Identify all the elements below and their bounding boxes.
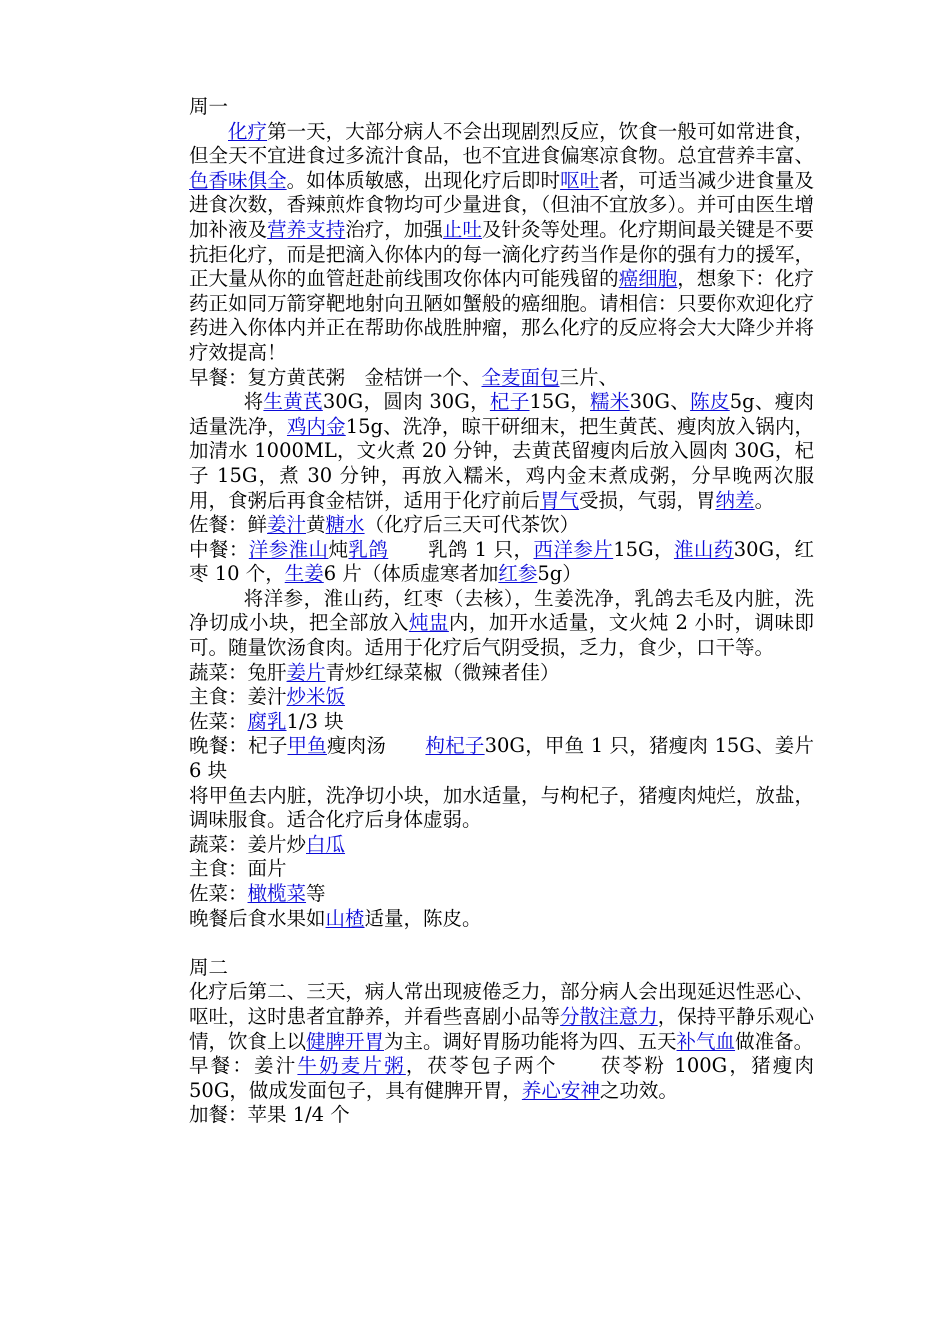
text-run: 早餐：复方黄芪粥 金桔饼一个、 [189, 365, 482, 389]
paragraph-p18 [189, 956, 814, 981]
paragraph-p11 [189, 734, 814, 783]
text-run: 化疗后第二、三天，病人常出现疲倦乏力，部分病人会出现延迟性恶心、呕吐，这时患者宜静养，并看些喜剧小品等 [189, 980, 814, 1028]
paragraph-p19 [189, 980, 814, 1054]
paragraph-p01 [189, 95, 814, 120]
text-run: 第一天，大部分病人不会出现剧烈反应，饮食一般可如常进食，但全天不宜进食过多流汁食品，也不宜进食偏寒凉食物。总宜营养丰富、 [189, 119, 814, 168]
text-run: ，想象下：化疗药正如同万箭穿靶地射向丑陋如蟹般的癌细胞。请相信：只要你欢迎化疗药进入你体内并正在帮助你战胜肿瘤，那么化疗的反应将会大大降少并将疗效提高！ [189, 267, 814, 364]
keyword-link[interactable]: 呕吐 [560, 168, 600, 192]
text-run: 早餐：姜汁 [189, 1054, 298, 1078]
text-run: 三片、 [559, 365, 619, 389]
keyword-link[interactable]: 枸杞子 [425, 734, 485, 758]
text-run: 及针灸等处理。化疗期间最关键是不要抗拒化疗，而是把滴入你体内的每一滴化疗药当作是你的强有力的援军，正大量从你的血管赶赴前线围攻你体内可能残留的 [189, 217, 814, 291]
paragraph-p02 [189, 120, 814, 366]
paragraph-p21 [189, 1103, 814, 1128]
text-run: 适量，陈皮。 [364, 906, 482, 930]
text-run: 将 [243, 390, 264, 414]
text-run: 佐菜： [189, 882, 248, 905]
keyword-link[interactable]: 鸡内金 [286, 414, 346, 438]
text-run: 受损，气弱，胃 [579, 488, 716, 512]
text-run: 15g、洗净，晾干研细末，把生黄芪、瘦肉放入锅内，加清水 1000ML，文火煮 20 分钟，去黄芪留瘦肉后放入圆肉 30G，杞子 15G，煮 30 分钟，再放入糯米，鸡内金末煮成粥，分早晚两次服用，食粥后再食金桔饼，适用于化疗前后 [189, 414, 814, 512]
document-body [189, 95, 814, 1128]
keyword-link[interactable]: 分散注意力 [560, 1004, 658, 1028]
paragraph-p07 [189, 587, 814, 661]
keyword-link[interactable]: 生黄芪 [263, 390, 323, 414]
keyword-link[interactable]: 糯米 [590, 390, 630, 414]
keyword-link[interactable]: 止吐 [442, 217, 482, 241]
keyword-link[interactable]: 洋参淮山 [248, 537, 329, 561]
paragraph-p14 [189, 857, 814, 882]
text-run: 6 片（体质虚寒者加 [323, 562, 499, 586]
text-run: 5g） [537, 562, 582, 586]
text-run: 做准备。 [735, 1029, 814, 1053]
text-run: 之功效。 [599, 1078, 678, 1102]
text-run: 30G，红枣 10 个， [189, 537, 814, 586]
text-run: 5g、瘦肉适量洗净， [189, 390, 815, 438]
paragraph-p20 [189, 1054, 814, 1103]
paragraph-p05 [189, 513, 814, 538]
text-run: 将甲鱼去内脏，洗净切小块，加水适量，与枸杞子，猪瘦肉炖烂，放盐，调味服食。适合化疗后身体虚弱。 [189, 783, 814, 832]
text-run: 加餐：苹果 1/4 个 [189, 1103, 350, 1127]
text-run: 主食：面片 [189, 857, 287, 881]
text-run: 黄 [306, 513, 326, 537]
text-run: 瘦肉汤 [326, 734, 426, 758]
keyword-link[interactable]: 杞子 [489, 390, 530, 414]
text-run: 炖 [328, 537, 349, 561]
blank-line [189, 931, 814, 956]
text-run: 15G， [529, 390, 590, 414]
keyword-link[interactable]: 山楂 [325, 906, 365, 930]
keyword-link[interactable]: 白瓜 [306, 832, 346, 856]
keyword-link[interactable]: 姜汁 [267, 513, 307, 537]
keyword-link[interactable]: 补气血 [676, 1029, 736, 1053]
paragraph-p13 [189, 833, 814, 858]
text-run: 。如体质敏感，出现化疗后即时 [286, 168, 561, 192]
keyword-link[interactable]: 糖水 [325, 513, 365, 537]
paragraph-p12 [189, 784, 814, 833]
paragraph-p09 [189, 685, 814, 710]
paragraph-p16 [189, 907, 814, 932]
keyword-link[interactable]: 全麦面包 [481, 365, 560, 389]
text-run: 蔬菜：兔肝 [189, 660, 287, 684]
text-run: 者，可适当减少进食量及进食次数，香辣煎炸食物均可少量进食，（但油不宜放多）。并可由医生增加补液及 [189, 168, 814, 241]
keyword-link[interactable]: 炒米饭 [286, 685, 346, 709]
text-run: 佐菜： [189, 709, 248, 733]
text-run: 将洋参，淮山药，红枣（去核），生姜洗净，乳鸽去毛及内脏，洗净切成小块，把全部放入 [189, 586, 814, 635]
text-run: 佐餐：鲜 [189, 513, 268, 537]
text-run: ，茯苓包子两个 茯苓粉 100G，猪瘦肉 50G，做成发面包子，具有健脾开胃， [189, 1054, 814, 1102]
keyword-link[interactable]: 营养支持 [267, 217, 346, 241]
keyword-link[interactable]: 癌细胞 [618, 267, 678, 291]
paragraph-p08 [189, 661, 814, 686]
keyword-link[interactable]: 姜片 [286, 660, 326, 684]
text-run: 30G、 [629, 390, 691, 414]
keyword-link[interactable]: 乳鸽 [348, 537, 389, 561]
text-run: 为主。调好胃肠功能将为四、五天 [384, 1029, 677, 1053]
keyword-link[interactable]: 西洋参片 [533, 537, 614, 561]
text-run: 乳鸽 1 只， [388, 537, 534, 561]
keyword-link[interactable]: 胃气 [540, 488, 580, 512]
text-run: 。 [754, 488, 775, 512]
text-run: 15G， [613, 537, 674, 561]
text-run: 内，加开水适量，文火炖 2 小时，调味即可。随量饮汤食肉。适用于化疗后气阴受损，乏力，食少，口干等。 [189, 611, 814, 660]
text-run: 中餐： [189, 537, 249, 561]
text-run: 治疗，加强 [345, 217, 443, 241]
text-run: 青炒红绿菜椒（微辣者佳） [325, 660, 560, 684]
keyword-link[interactable]: 化疗 [228, 119, 268, 143]
text-run: 主食：姜汁 [189, 685, 287, 709]
paragraph-p03 [189, 366, 814, 391]
text-run: 等 [306, 882, 326, 905]
text-run: 30G，圆肉 30G， [322, 390, 490, 414]
keyword-link[interactable]: 健脾开胃 [306, 1029, 385, 1053]
keyword-link[interactable]: 腐乳 [247, 709, 287, 733]
paragraph-p04 [189, 390, 814, 513]
paragraph-p15 [189, 882, 814, 907]
keyword-link[interactable]: 炖盅 [408, 611, 449, 635]
text-run: 蔬菜：姜片炒 [189, 832, 307, 856]
text-run: ，保持平静乐观心情，饮食上以 [189, 1004, 814, 1053]
keyword-link[interactable]: 陈皮 [690, 390, 730, 414]
text-run: 30G，甲鱼 1 只，猪瘦肉 15G、姜片 6 块 [189, 734, 814, 783]
keyword-link[interactable]: 牛奶麦片粥 [297, 1054, 406, 1078]
keyword-link[interactable]: 色香味俱全 [189, 168, 287, 192]
keyword-link[interactable]: 淮山药 [673, 537, 734, 561]
keyword-link[interactable]: 生姜 [284, 562, 324, 586]
text-run: 1/3 块 [286, 709, 344, 733]
keyword-link[interactable]: 橄榄菜 [247, 882, 307, 905]
keyword-link[interactable]: 纳差 [715, 488, 755, 512]
keyword-link[interactable]: 养心安神 [521, 1078, 600, 1102]
text-run: 周二 [189, 955, 229, 979]
text-run: （化疗后三天可代茶饮） [364, 513, 580, 537]
paragraph-p10 [189, 710, 814, 735]
paragraph-p06 [189, 538, 814, 587]
text-run: 周一 [189, 95, 229, 118]
text-run: 晚餐：杞子 [189, 734, 288, 758]
keyword-link[interactable]: 红参 [498, 562, 538, 586]
text-run: 晚餐后食水果如 [189, 906, 326, 930]
keyword-link[interactable]: 甲鱼 [287, 734, 327, 758]
